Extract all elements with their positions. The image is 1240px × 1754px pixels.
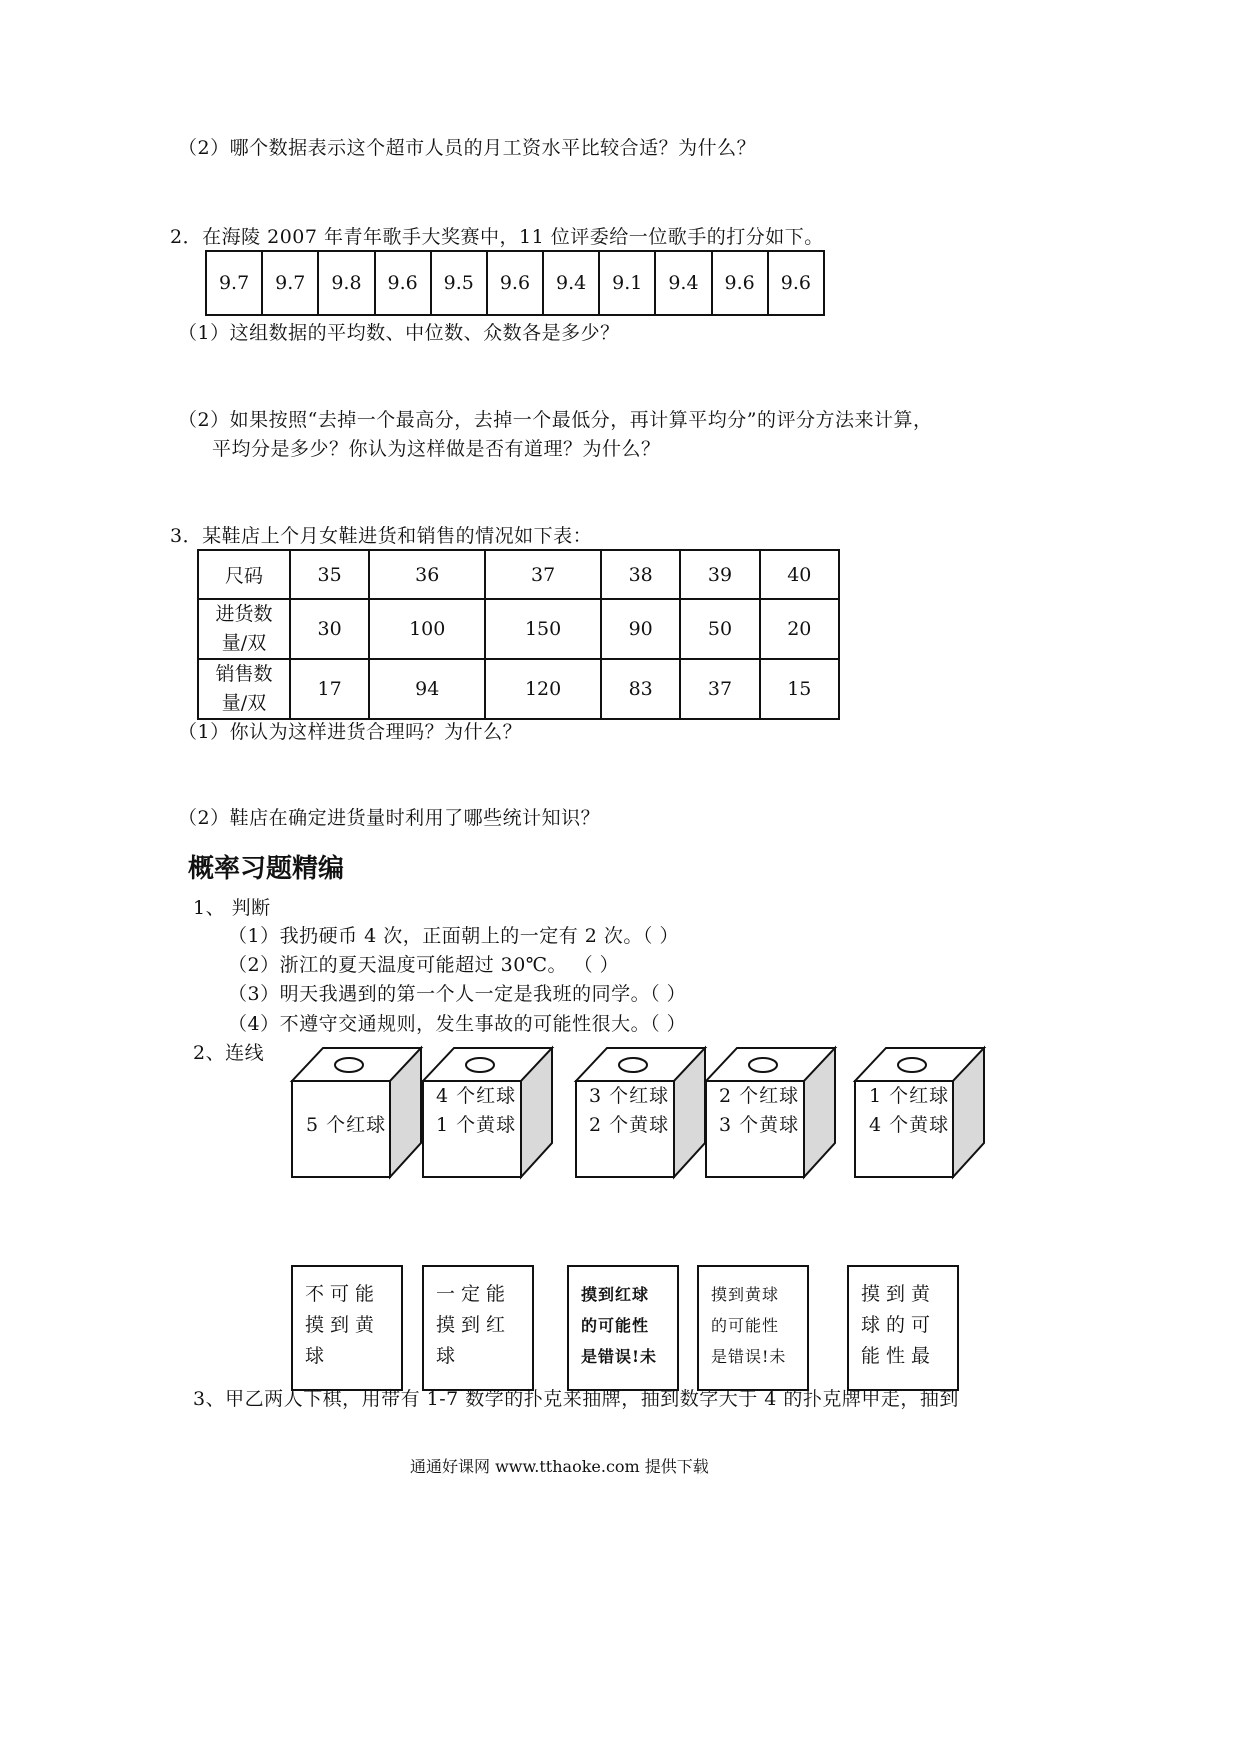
score-cell: 9.7 (262, 251, 318, 315)
connect-title: 2、连线 (193, 1042, 265, 1064)
size-cell: 38 (601, 550, 680, 599)
stock-cell: 30 (290, 599, 369, 659)
score-cell: 9.6 (487, 251, 543, 315)
box-label: 3 个红球 (589, 1085, 670, 1107)
size-cell: 40 (760, 550, 839, 599)
box-label: 2 个红球 (719, 1085, 800, 1107)
card-text: 摸到黄球的可能性是错误!未 (711, 1285, 787, 1366)
card-text: 不可能摸到黄球 (305, 1283, 381, 1367)
box-hole-icon (466, 1058, 494, 1072)
box-hole-icon (749, 1058, 777, 1072)
answer-card-5 (847, 1265, 959, 1391)
judge-item: （3）明天我遇到的第一个人一定是我班的同学。（ ） (228, 983, 687, 1005)
box-label: 3 个黄球 (719, 1114, 800, 1136)
score-cell: 9.1 (599, 251, 655, 315)
box-hole-icon (898, 1058, 926, 1072)
score-cell: 9.6 (768, 251, 824, 315)
answer-card-3 (567, 1265, 679, 1391)
judge-item: （4）不遵守交通规则，发生事故的可能性很大。（ ） (228, 1013, 687, 1035)
q3-part2: （2）鞋店在确定进货量时利用了哪些统计知识？ (178, 807, 601, 829)
footer: 通通好课网 www.tthaoke.com 提供下载 (410, 1457, 709, 1476)
sales-cell: 37 (680, 659, 759, 719)
score-cell: 9.4 (655, 251, 711, 315)
judge-item: （1）我扔硬币 4 次，正面朝上的一定有 2 次。（ ） (228, 925, 679, 947)
row-header: 销售数量/双 (198, 659, 290, 719)
score-cell: 9.7 (206, 251, 262, 315)
size-cell: 37 (485, 550, 601, 599)
sales-cell: 17 (290, 659, 369, 719)
sales-cell: 15 (760, 659, 839, 719)
answer-card-4 (697, 1265, 809, 1391)
q2-part2-line2: 平均分是多少？你认为这样做是否有道理？为什么？ (212, 438, 661, 460)
box-label: 1 个红球 (869, 1085, 950, 1107)
judge-item: （2）浙江的夏天温度可能超过 30℃。 （ ） (228, 954, 620, 976)
size-cell: 39 (680, 550, 759, 599)
section-heading: 概率习题精编 (188, 854, 345, 884)
stock-cell: 100 (369, 599, 485, 659)
stock-cell: 20 (760, 599, 839, 659)
q2-part1: （1）这组数据的平均数、中位数、众数各是多少？ (178, 322, 620, 344)
score-cell: 9.4 (543, 251, 599, 315)
box-label: 1 个黄球 (436, 1114, 517, 1136)
prob-q3-text: 3、甲乙两人下棋，用带有 1-7 数学的扑克来抽牌，抽到数字大于 4 的扑克牌甲走，抽到 (193, 1388, 959, 1410)
row-header: 进货数量/双 (198, 599, 290, 659)
box-label: 5 个红球 (306, 1114, 387, 1136)
card-text: 摸到红球的可能性是错误!未 (581, 1285, 658, 1366)
stock-cell: 50 (680, 599, 759, 659)
score-cell: 9.5 (431, 251, 487, 315)
score-cell: 9.6 (712, 251, 768, 315)
answer-card-2 (422, 1265, 534, 1391)
box-hole-icon (619, 1058, 647, 1072)
box-hole-icon (335, 1058, 363, 1072)
card-text: 摸到黄球的可能性最 (861, 1283, 937, 1367)
size-cell: 35 (290, 550, 369, 599)
box-label: 4 个红球 (436, 1085, 517, 1107)
sales-cell: 94 (369, 659, 485, 719)
answer-card-1 (291, 1265, 403, 1391)
stock-cell: 150 (485, 599, 601, 659)
sales-cell: 120 (485, 659, 601, 719)
q2-part2-line1: （2）如果按照“去掉一个最高分，去掉一个最低分，再计算平均分”的评分方法来计算， (178, 409, 933, 431)
score-cell: 9.6 (375, 251, 431, 315)
box-label: 2 个黄球 (589, 1114, 670, 1136)
sales-cell: 83 (601, 659, 680, 719)
score-cell: 9.8 (318, 251, 374, 315)
q1-part2: （2）哪个数据表示这个超市人员的月工资水平比较合适？为什么？ (178, 137, 757, 159)
judge-title: 1、 判断 (193, 897, 271, 919)
size-cell: 36 (369, 550, 485, 599)
q2-title: 2．在海陵 2007 年青年歌手大奖赛中，11 位评委给一位歌手的打分如下。 (170, 226, 824, 248)
box-label: 4 个黄球 (869, 1114, 950, 1136)
stock-cell: 90 (601, 599, 680, 659)
card-text: 一定能摸到红球 (436, 1283, 512, 1367)
row-header: 尺码 (198, 550, 290, 599)
q3-title: 3．某鞋店上个月女鞋进货和销售的情况如下表： (170, 525, 593, 547)
q3-part1: （1）你认为这样进货合理吗？为什么？ (178, 721, 523, 743)
